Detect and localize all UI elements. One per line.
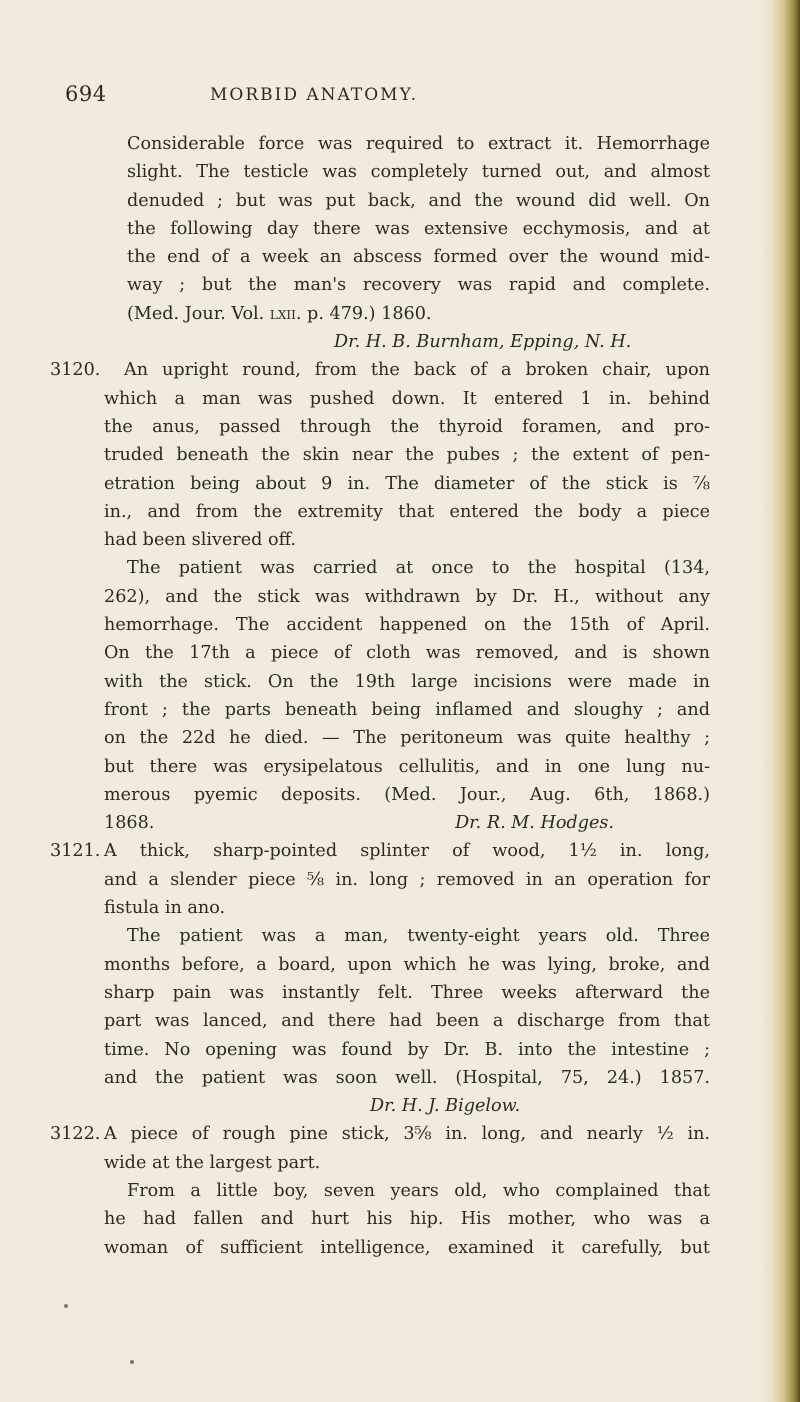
signature-line — [50, 809, 710, 837]
text-line — [50, 300, 710, 328]
text-line: but there was erysipelatous cellulitis, and in one lung nu- — [104, 756, 710, 777]
ink-speck — [130, 1360, 134, 1364]
page-body — [50, 130, 710, 1262]
text-line: hemorrhage. The accident happened on the 15th of April. — [104, 615, 710, 636]
text-line: front ; the parts beneath being inflamed and sloughy ; and — [104, 699, 710, 720]
text-line: the following day there was extensive ecchymosis, and at — [127, 218, 710, 239]
signature-line: Dr. H. J. Bigelow. — [370, 1096, 521, 1117]
text-line: The patient was a man, twenty-eight years old. Three — [127, 926, 710, 947]
text-line: which a man was pushed down. It entered 1 in. behind — [104, 388, 710, 409]
text-line: 262), and the stick was withdrawn by Dr. H., without any — [104, 586, 710, 607]
roman-numeral: lxii — [269, 303, 296, 324]
page-number: 694 — [65, 82, 107, 106]
text-fragment: (Med. Jour. Vol. — [127, 303, 265, 324]
text-line: etration being about 9 in. The diameter of the stick is ⅞ — [104, 473, 710, 494]
text-line: wide at the largest part. — [104, 1152, 321, 1173]
text-line: From a little boy, seven years old, who complained that — [127, 1180, 710, 1201]
year: 1868. — [104, 813, 155, 834]
running-head: MORBID ANATOMY. — [210, 85, 419, 105]
text-line: and the patient was soon well. (Hospital, 75, 24.) 1857. — [104, 1067, 710, 1088]
text-line: Considerable force was required to extract it. Hemorrhage — [127, 134, 710, 154]
entry-line — [50, 1120, 710, 1148]
entry-number: 3121. — [50, 841, 101, 862]
entry-line — [50, 356, 710, 384]
entry-number: 3120. — [50, 360, 101, 381]
text-line: in., and from the extremity that entered the body a piece — [104, 501, 710, 522]
text-line: the anus, passed through the thyroid foramen, and pro- — [104, 416, 710, 437]
text-line: denuded ; but was put back, and the wound did well. On — [127, 190, 710, 211]
text-line: sharp pain was instantly felt. Three weeks afterward the — [104, 982, 710, 1003]
text-line: time. No opening was found by Dr. B. into the intestine ; — [104, 1039, 710, 1060]
text-line: way ; but the man's recovery was rapid and complete. — [127, 275, 710, 296]
text-line: the end of a week an abscess formed over the wound mid- — [127, 247, 710, 268]
text-line: part was lanced, and there had been a discharge from that — [104, 1011, 710, 1032]
text-line: truded beneath the skin near the pubes ; the extent of pen- — [104, 445, 710, 466]
text-line: months before, a board, upon which he was lying, broke, and — [104, 954, 710, 975]
text-line: woman of sufficient intelligence, examined it carefully, but — [104, 1237, 710, 1258]
text-fragment: A thick, sharp-pointed splinter of wood, 1½ in. long, — [104, 841, 710, 862]
signature-line: Dr. H. B. Burnham, Epping, N. H. — [334, 332, 632, 353]
ink-speck — [64, 1304, 68, 1308]
text-line: fistula in ano. — [104, 898, 226, 919]
text-line: and a slender piece ⅝ in. long ; removed in an operation for — [104, 869, 710, 890]
text-line: on the 22d he died. — The peritoneum was quite healthy ; — [104, 728, 710, 749]
text-fragment: . p. 479.) 1860. — [295, 303, 432, 324]
text-line: had been slivered off. — [104, 530, 297, 551]
signature: Dr. R. M. Hodges. — [455, 813, 614, 834]
page-header — [0, 82, 800, 112]
page-edge-shadow — [760, 0, 800, 1402]
entry-line — [50, 837, 710, 865]
entry-number: 3122. — [50, 1124, 101, 1145]
text-line: with the stick. On the 19th large incisions were made in — [104, 671, 710, 692]
text-line: merous pyemic deposits. (Med. Jour., Aug. 6th, 1868.) — [104, 784, 710, 805]
text-line: On the 17th a piece of cloth was removed, and is shown — [104, 643, 710, 664]
text-line: slight. The testicle was completely turned out, and almost — [127, 162, 710, 183]
text-fragment: A piece of rough pine stick, 3⅝ in. long, and nearly ½ in. — [104, 1124, 710, 1145]
text-fragment: An upright round, from the back of a broken chair, upon — [124, 360, 710, 381]
text-line: The patient was carried at once to the hospital (134, — [127, 558, 710, 579]
text-line: he had fallen and hurt his hip. His mother, who was a — [104, 1209, 710, 1230]
